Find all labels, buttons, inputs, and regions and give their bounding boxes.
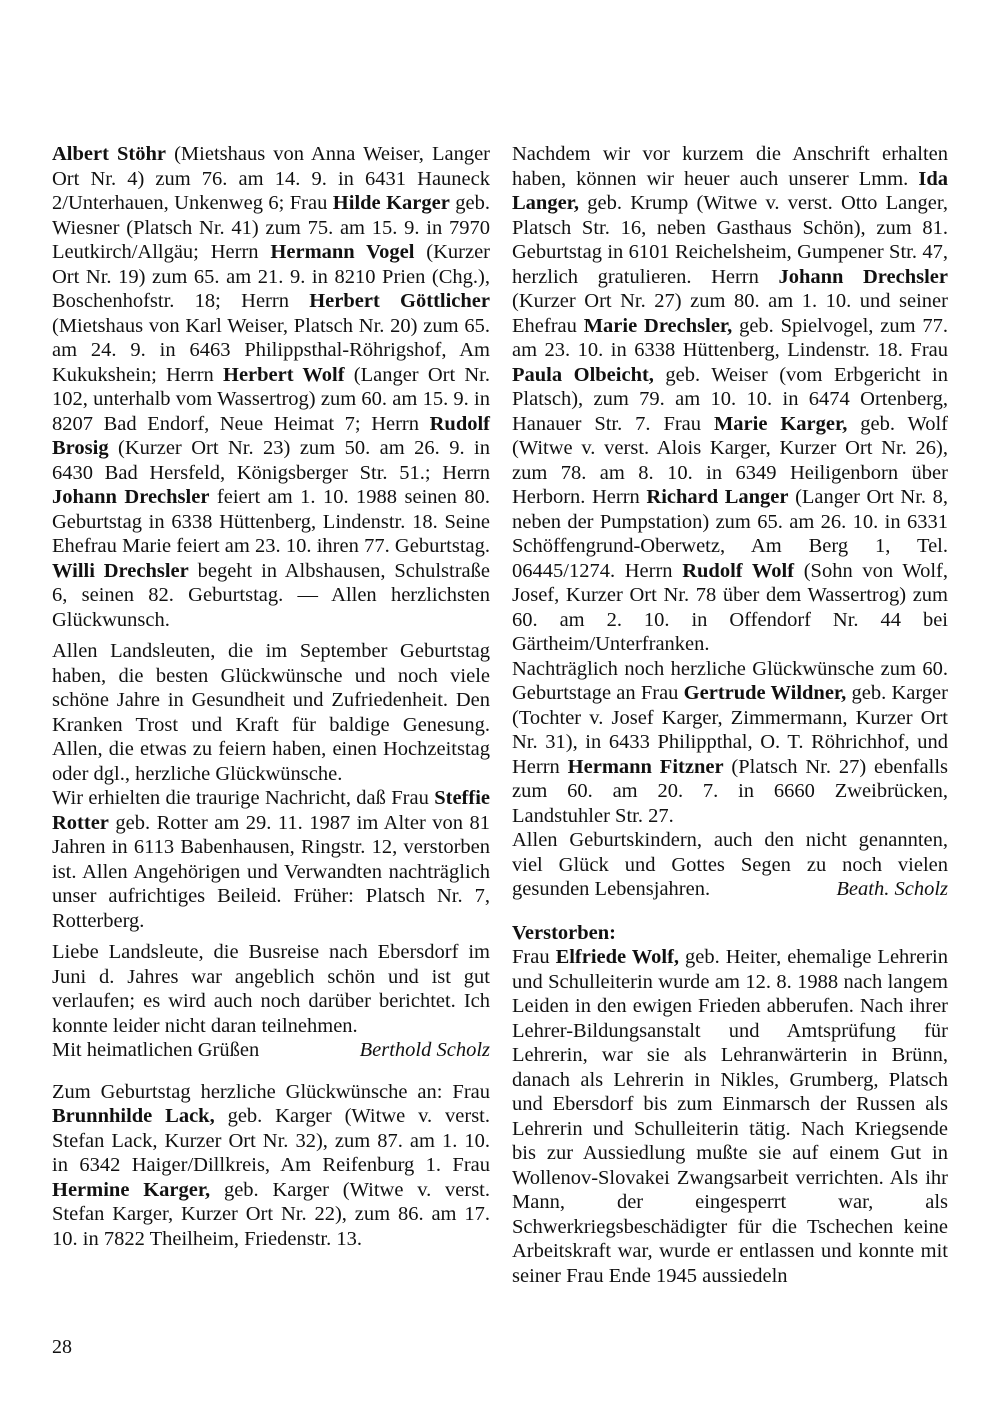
closing-wishes: Allen Geburtskindern, auch den nicht genannten, viel Glück und Gottes Segen zu noch vielen gesunden Lebensjahren. Beath. Scholz [512, 829, 948, 900]
name-hilde-karger: Hilde Karger [332, 192, 450, 214]
name-elfriede-wolf: Elfriede Wolf, [555, 946, 680, 968]
name-johann-drechsler: Johann Drechsler [778, 265, 948, 288]
name-willi-drechsler: Willi Drechsler [52, 559, 189, 582]
section-heading-verstorben: Verstorben: [512, 921, 617, 944]
left-column [52, 142, 490, 1251]
birthday-list-right: Nachdem wir vor kurzem die Anschrift erhalten haben, können wir heuer auch unserer Lmm. Ida Langer, geb. Krump (Witwe v. verst. Otto Langer, Platsch Str. 16, neben Gasthaus Schön), zum 81. Geburtstag in 6101 Reichelsheim, Gumpener Str. 47, herzlich gratulieren. Herrn Johann Drechsler (Kurzer Ort Nr. 27) zum 80. am 1. 10. und seiner Ehefrau Marie Drechsler, geb. Spielvogel, zum 77. am 23. 10. in 6338 Hüttenberg, Lindenstr. 18. Frau Paula Olbeicht, geb. Weiser (vom Erbgericht in Platsch), zum 79. am 10. 10. in 6474 Ortenberg, Hanauer Str. 7. Frau Marie Karger, geb. Wolf (Witwe v. verst. Alois Karger, Kurzer Ort Nr. 26), zum 78. am 8. 10. in 6349 Heiligenborn über Herborn. Herrn Richard Langer (Langer Ort Nr. 8, neben der Pumpstation) zum 65. am 26. 10. in 6331 Schöffengrund-Oberwetz, Am Berg 1, Tel. 06445/1274. Herrn Rudolf Wolf (Sohn von Wolf, Josef, Kurzer Ort Nr. 78 über dem Wassertrog) zum 60. am 2. 10. in Offendorf Nr. 44 bei Gärtheim/Unterfranken. [512, 143, 949, 655]
name-herbert-goettlicher: Herbert Göttlicher [309, 290, 490, 312]
signature-line: Mit heimatlichen Grüßen Berthold Scholz [52, 1039, 490, 1061]
belated-wishes: Nachträglich noch herzliche Glückwünsche zum 60. Geburtstage an Frau Gertrude Wildner, geb. Karger (Tochter v. Josef Karger, Zimmermann, Kurzer Ort Nr. 31), in 6433 Philippthal, O. T. Röhrichhof, und Herrn Hermann Fitzner (Platsch Nr. 27) ebenfalls zum 60. am 20. 7. in 6660 Zweibrücken, Landstuhler Str. 27. [512, 657, 948, 827]
name-herbert-wolf: Herbert Wolf [223, 363, 345, 386]
name-rudolf-wolf: Rudolf Wolf [682, 559, 795, 582]
name-gertrude-wildner: Gertrude Wildner, [683, 682, 847, 704]
birthday-list-october: Zum Geburtstag herzliche Glückwünsche an: Frau Brunnhilde Lack, geb. Karger (Witwe v. verst. Stefan Lack, Kurzer Ort Nr. 32), zum 87. am 1. 10. in 6342 Haiger/Dillkreis, Am Reifenburg 1. Frau Hermine Karger, geb. Karger (Witwe v. verst. Stefan Karger, Kurzer Ort Nr. 22), zum 86. am 17. 10. in 7822 Theilheim, Friedenstr. 13. [52, 1080, 490, 1250]
greetings-paragraph: Allen Landsleuten, die im September Geburtstag haben, die besten Glückwünsche und noch viele schöne Jahre in Gesundheit und Zufriedenheit. Den Kranken Trost und Kraft für baldige Genesung. Allen, die etwas zu feiern haben, einen Hochzeitstag oder dgl., herzliche Glückwünsche. [52, 640, 490, 785]
bus-trip-paragraph: Liebe Landsleute, die Busreise nach Ebersdorf im Juni d. Jahres war angeblich schön und ist gut verlaufen; es wird auch noch darüber berichtet. Ich konnte leider nicht daran teilnehmen. [52, 941, 490, 1037]
name-richard-langer: Richard Langer [646, 486, 789, 508]
name-hermine-karger: Hermine Karger, [52, 1178, 211, 1201]
name-albert-stoehr: Albert Stöhr [52, 143, 166, 165]
name-marie-drechsler: Marie Drechsler, [583, 314, 733, 337]
page-number: 28 [52, 1336, 72, 1358]
birthday-list-september: Albert Stöhr (Mietshaus von Anna Weiser, Langer Ort Nr. 4) zum 76. am 14. 9. in 6431 Hauneck 2/Unterhauen, Unkenweg 6; Frau Hilde Karger geb. Wiesner (Platsch Nr. 41) zum 75. am 15. 9. in 7970 Leutkirch/Allgäu; Herrn Hermann Vogel (Kurzer Ort Nr. 19) zum 65. am 21. 9. in 8210 Prien (Chg.), Boschenhofstr. 18; Herrn Herbert Göttlicher (Mietshaus von Karl Weiser, Platsch Nr. 20) zum 65. am 24. 9. in 6463 Philippsthal-Röhrigshof, Am Kukukshein; Herrn Herbert Wolf (Langer Ort Nr. 102, unterhalb vom Wassertrog) zum 60. am 15. 9. in 8207 Bad Endorf, Neue Heimat 7; Herrn Rudolf Brosig (Kurzer Ort Nr. 23) zum 50. am 26. 9. in 6430 Bad Hersfeld, Königsberger Str. 51.; Herrn Johann Drechsler feiert am 1. 10. 1988 seinen 80. Geburtstag in 6338 Hüttenberg, Lindenstr. 18. Seine Ehefrau Marie feiert am 23. 10. ihren 77. Geburtstag. Willi Drechsler begeht in Albshausen, Schulstraße 6, seinen 82. Geburtstag. — Allen herzlichsten Glückwunsch. [52, 143, 491, 631]
name-hermann-vogel: Hermann Vogel [270, 241, 415, 263]
name-rudolf-brosig: Rudolf Brosig [52, 412, 490, 459]
name-ida-langer: Ida Langer, [512, 167, 948, 214]
obituary-elfriede-wolf: Frau Elfriede Wolf, geb. Heiter, ehemalige Lehrerin und Schulleiterin wurde am 12. 8. 1988 nach langem Leiden in den ewigen Frieden abberufen. Nach ihrer Lehrer-Bildungsanstalt und Amtsprüfung für Lehrerin, war sie als Lehranwärterin in Brünn, danach als Lehrerin in Nikles, Grumberg, Platsch und Ebersdorf bis zum Einmarsch der Russen als Lehrerin und Schulleiterin tätig. Nach Kriegsende bis zur Aussiedlung mußte sie auf einem Gut in Wollenov-Slovakei Zwangsarbeit verrichten. Als ihr Mann, der eingesperrt war, als Schwerkriegsbeschädigter für die Tschechen keine Arbeitskraft war, wurde er entlassen und konnte mit seiner Frau Ende 1945 aussiedeln [512, 946, 948, 1287]
name-steffie-rotter: Steffie Rotter [52, 787, 490, 834]
name-brunnhilde-lack: Brunnhilde Lack, [52, 1105, 215, 1127]
name-johann-drechsler: Johann Drechsler [52, 486, 210, 508]
name-hermann-fitzner: Hermann Fitzner [567, 755, 724, 778]
name-marie-karger: Marie Karger, [713, 412, 848, 435]
signature-berthold-scholz: Berthold Scholz [359, 1039, 490, 1061]
signature-beath-scholz: Beath. Scholz [836, 878, 948, 900]
right-column [512, 142, 948, 1288]
name-paula-olbeicht: Paula Olbeicht, [512, 363, 654, 386]
obituary-steffie-rotter: Wir erhielten die traurige Nachricht, daß Frau Steffie Rotter geb. Rotter am 29. 11. 1987 im Alter von 81 Jahren in 6113 Babenhausen, Ringstr. 12, verstorben ist. Allen Angehörigen und Verwandten nachträglich unser aufrichtiges Beileid. Früher: Platsch Nr. 7, Rotterberg. [52, 787, 490, 932]
